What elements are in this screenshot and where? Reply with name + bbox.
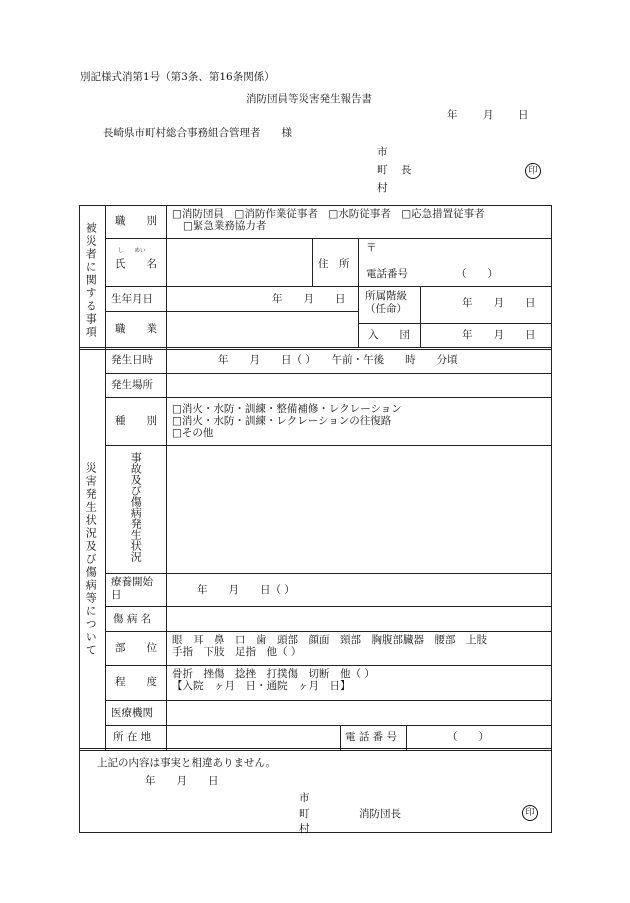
footer-town-char: 町: [299, 808, 310, 820]
name-ruby: し めい: [118, 248, 146, 254]
grid-line: [105, 606, 552, 607]
degree-option-row[interactable]: 骨折 挫傷 捻挫 打撲傷 切断 他（ ）: [172, 668, 375, 680]
injury-name-label: 傷 病 名: [113, 613, 152, 625]
city-char: 市: [377, 146, 388, 158]
phone-paren: （ ）: [456, 268, 498, 280]
grid-line: [105, 311, 358, 312]
chief-seal-icon: 印: [522, 805, 538, 821]
join-date[interactable]: 年 月 日: [462, 329, 536, 341]
treatment-label: 療養開始日: [111, 576, 153, 601]
type-label: 種 別: [115, 415, 157, 427]
birth-label: 生年月日: [111, 293, 153, 305]
grid-line: [358, 286, 359, 348]
degree-option-row[interactable]: 【入院 ヶ月 日・通院 ヶ月 日】: [172, 680, 351, 692]
treatment-value[interactable]: 年 月 日（ ）: [197, 584, 295, 596]
footer-chief: 消防団長: [359, 808, 401, 820]
addressee: 長崎県市町村総合事務組合管理者 様: [103, 127, 292, 139]
birth-value[interactable]: 年 月 日: [272, 293, 346, 305]
job-options[interactable]: [172, 208, 485, 232]
name-label: 氏 名: [115, 258, 157, 270]
village-char: 村: [377, 182, 388, 194]
section2-vertical-label: 災害発生状況及び傷病等について: [84, 462, 98, 657]
grid-line: [105, 286, 552, 287]
part-option-row[interactable]: 眼 耳 鼻 口 歯 頭部 顔面 頸部 胸腹部臓器 腰部 上肢: [172, 634, 487, 646]
rank-label: 所属階級 （任命）: [365, 290, 407, 315]
grid-line: [358, 238, 359, 286]
document-title: 消防団員等災害発生報告書: [246, 93, 372, 105]
type-option[interactable]: □消火・水防・訓練・レクレーションの往復路: [172, 415, 392, 427]
mayor-seal-icon: 印: [525, 163, 541, 179]
grid-line: [105, 373, 552, 374]
join-label: 入 団: [368, 329, 410, 341]
grid-line: [105, 725, 552, 726]
grid-line: [105, 573, 552, 574]
grid-line: [105, 631, 552, 632]
address-label: 住 所: [318, 258, 350, 270]
mayor-label: 長: [401, 164, 412, 176]
part-options[interactable]: [172, 634, 487, 658]
degree-options[interactable]: [172, 668, 375, 692]
phone-label: 電話番号: [366, 268, 408, 280]
type-option[interactable]: □消火・水防・訓練・整備補修・レクレーション: [172, 403, 402, 415]
place-label: 発生場所: [111, 379, 153, 391]
grid-line: [105, 700, 552, 701]
grid-line: [406, 725, 407, 750]
report-date-day: 日: [518, 109, 529, 121]
hospital-label: 医療機関: [111, 707, 153, 719]
grid-line: [340, 725, 341, 750]
grid-line: [312, 238, 313, 286]
form-reference: 別記様式消第1号（第3条、第16条関係）: [80, 71, 275, 83]
rank-date[interactable]: 年 月 日: [462, 297, 536, 309]
type-options[interactable]: [172, 403, 402, 439]
grid-line: [358, 323, 552, 324]
part-label: 部 位: [115, 642, 157, 654]
section-divider: [79, 347, 552, 350]
statement: 上記の内容は事実と相違ありません。: [97, 757, 277, 769]
occupation-label: 職 業: [115, 323, 157, 335]
footer-date[interactable]: 年 月 日: [145, 775, 219, 787]
report-date-month: 月: [483, 109, 494, 121]
footer-village-char: 村: [299, 823, 310, 835]
grid-line: [105, 445, 552, 446]
occurred-label: 発生日時: [111, 354, 153, 366]
section1-vertical-label: 被災者に関する事項: [84, 222, 98, 339]
grid-line: [105, 238, 552, 239]
hospital-phone-label: 電 話 番 号: [345, 731, 398, 743]
grid-line: [105, 665, 552, 666]
job-option-row-1[interactable]: □消防団員 □消防作業従事者 □水防従事者 □応急措置従事者: [172, 208, 485, 220]
town-char: 町: [377, 164, 388, 176]
situation-label: 事故及び傷病発生状況: [129, 452, 143, 562]
location-label: 所 在 地: [113, 731, 152, 743]
name-field[interactable]: [168, 240, 310, 284]
job-label: 職 別: [115, 215, 157, 227]
footer-city-char: 市: [299, 792, 310, 804]
report-date-year: 年: [447, 109, 458, 121]
section-divider: [79, 748, 552, 751]
grid-line: [105, 397, 552, 398]
postal-mark: 〒: [366, 242, 377, 254]
grid-line: [420, 286, 421, 348]
occurred-value[interactable]: 年 月 日（ ） 午前・午後 時 分頃: [218, 354, 458, 366]
hospital-phone-paren: （ ）: [447, 731, 489, 743]
part-option-row[interactable]: 手指 下肢 足指 他（ ）: [172, 646, 302, 658]
type-option[interactable]: □その他: [172, 427, 214, 439]
degree-label: 程 度: [115, 676, 157, 688]
job-option-row-2[interactable]: □緊急業務協力者: [183, 220, 267, 232]
